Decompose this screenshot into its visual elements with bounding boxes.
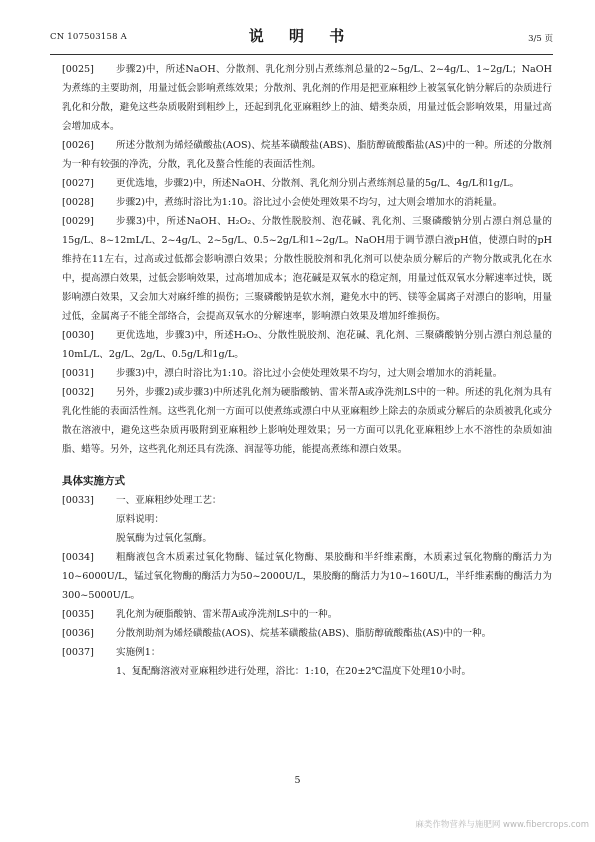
paragraph-text: 更优选地，步骤3)中，所述H₂O₂、分散性脱胶剂、泡花碱、乳化剂、三聚磷酸钠分别占漂白剂总量的10mL/L、2g/L、2g/L、0.5g/L和1g/L。 [62, 330, 552, 360]
paragraph-number: [0030] [62, 330, 94, 341]
paragraph [62, 548, 552, 605]
paragraph [62, 643, 552, 681]
page-header [50, 18, 553, 54]
paragraph-text: 实施例1： [116, 647, 161, 658]
paragraph-number: [0032] [62, 387, 94, 398]
paragraph-number: [0028] [62, 197, 94, 208]
paragraph-text: 所述分散剂为烯烃磺酸盐(AOS)、烷基苯磺酸盐(ABS)、脂肪醇硫酸酯盐(AS)中的一种。所述的分散剂为一种有较强的净洗，分散，乳化及螯合性能的表面活性剂。 [62, 140, 552, 170]
paragraph-number: [0037] [62, 647, 94, 658]
paragraph-subline: 原料说明： [116, 514, 164, 525]
paragraph-text: 乳化剂为硬脂酸钠、雷米帮A或净洗剂LS中的一种。 [116, 609, 338, 620]
paragraph-number: [0031] [62, 368, 94, 379]
paragraph [62, 326, 552, 364]
paragraph-list-bottom [62, 491, 552, 681]
paragraph [62, 193, 552, 212]
paragraph-text: 一、亚麻粗纱处理工艺： [116, 495, 222, 506]
paragraph-text: 步骤2)中，所述NaOH、分散剂、乳化剂分别占煮练剂总量的2~5g/L、2~4g/L、1~2g/L；NaOH为煮练的主要助剂，用量过低会影响煮练效果；分散剂、乳化剂的作用是把亚麻粗纱上被氢氧化钠分解后的杂质进行乳化和分散，避免这些杂质吸附到粗纱上，还起到乳化亚麻粗纱上的油、蜡类杂质，用量过低会影响效果，用量过高会增加成本。 [62, 64, 552, 132]
paragraph-text: 步骤3)中，漂白时浴比为1:10。浴比过小会使处理效果不均匀，过大则会增加水的消耗量。 [116, 368, 503, 379]
publication-number: CN 107503158 A [50, 32, 127, 42]
paragraph [62, 212, 552, 326]
paragraph-number: [0029] [62, 216, 94, 227]
paragraph-text: 步骤3)中，所述NaOH、H₂O₂、分散性脱胶剂、泡花碱、乳化剂、三聚磷酸钠分别占漂白剂总量的15g/L、8~12mL/L、2~4g/L、2~5g/L、0.5~2g/L和1~2g/L。NaOH用于调节漂白液pH值，使漂白时的pH维持在11左右，过高或过低都会影响漂白效果；分散性脱胶剂和乳化剂可以使杂质分解后的产物分散或乳化在水中，提高漂白效果，过低会影响效果，过高增加成本；泡花碱是双氧水的稳定剂，用量过低双氧水分解速率过快，既影响漂白效果，又会加大对麻纤维的损伤；三聚磷酸钠是软水剂，避免水中的钙、镁等金属离子对漂白的影响，用量过低，金属离子不能全部络合，会提高双氧水的分解速率，影响漂白效果及增加纤维损伤。 [62, 216, 552, 322]
paragraph-subline: 1、复配酶溶液对亚麻粗纱进行处理，浴比：1:10，在20±2℃温度下处理10小时。 [116, 666, 472, 677]
paragraph-number: [0035] [62, 609, 94, 620]
paragraph [62, 624, 552, 643]
paragraph-text: 粗酶液包含木质素过氧化物酶、锰过氧化物酶、果胶酶和半纤维素酶，木质素过氧化物酶的酶活力为10~6000U/L，锰过氧化物酶的酶活力为50~2000U/L，果胶酶的酶活力为10~160U/L，半纤维素酶的酶活力为300~5000U/L。 [62, 552, 552, 601]
paragraph-subline: 脱氧酶为过氧化氢酶。 [116, 533, 212, 544]
paragraph-number: [0033] [62, 495, 94, 506]
paragraph [62, 364, 552, 383]
paragraph-number: [0027] [62, 178, 94, 189]
paragraph [62, 60, 552, 136]
paragraph-text: 更优选地，步骤2)中，所述NaOH、分散剂、乳化剂分别占煮练剂总量的5g/L、4g/L和1g/L。 [116, 178, 520, 189]
header-divider [50, 54, 553, 55]
section-heading: 具体实施方式 [62, 475, 125, 487]
paragraph-list-top [62, 60, 552, 459]
paragraph [62, 174, 552, 193]
paragraph-number: [0026] [62, 140, 94, 151]
page-number: 5 [294, 775, 301, 786]
paragraph-text: 另外，步骤2)或步骤3)中所述乳化剂为硬脂酸钠、雷米帮A或净洗剂LS中的一种。所述的乳化剂为具有乳化性能的表面活性剂。这些乳化剂一方面可以使煮练或漂白中从亚麻粗纱上除去的杂质或分解后的杂质被乳化或分散在溶液中，避免这些杂质再吸附到亚麻粗纱上影响处理效果；另一方面可以乳化亚麻粗纱上水不溶性的杂质如油脂、蜡等。另外，这些乳化剂还具有洗涤、润湿等功能，能提高煮练和漂白效果。 [62, 387, 552, 455]
watermark-text: 麻类作物营养与施肥网 www.fibercrops.com [415, 820, 589, 830]
document-body [62, 60, 552, 681]
paragraph-number: [0025] [62, 64, 94, 75]
paragraph-number: [0036] [62, 628, 94, 639]
paragraph-text: 步骤2)中，煮练时浴比为1:10。浴比过小会使处理效果不均匀，过大则会增加水的消耗量。 [116, 197, 503, 208]
paragraph-text: 分散剂助剂为烯烃磺酸盐(AOS)、烷基苯磺酸盐(ABS)、脂肪醇硫酸酯盐(AS)中的一种。 [116, 628, 492, 639]
paragraph [62, 491, 552, 548]
document-title: 说 明 书 [248, 27, 355, 45]
page-indicator: 3/5 页 [528, 34, 553, 44]
paragraph [62, 136, 552, 174]
paragraph [62, 383, 552, 459]
paragraph [62, 605, 552, 624]
paragraph-number: [0034] [62, 552, 94, 563]
